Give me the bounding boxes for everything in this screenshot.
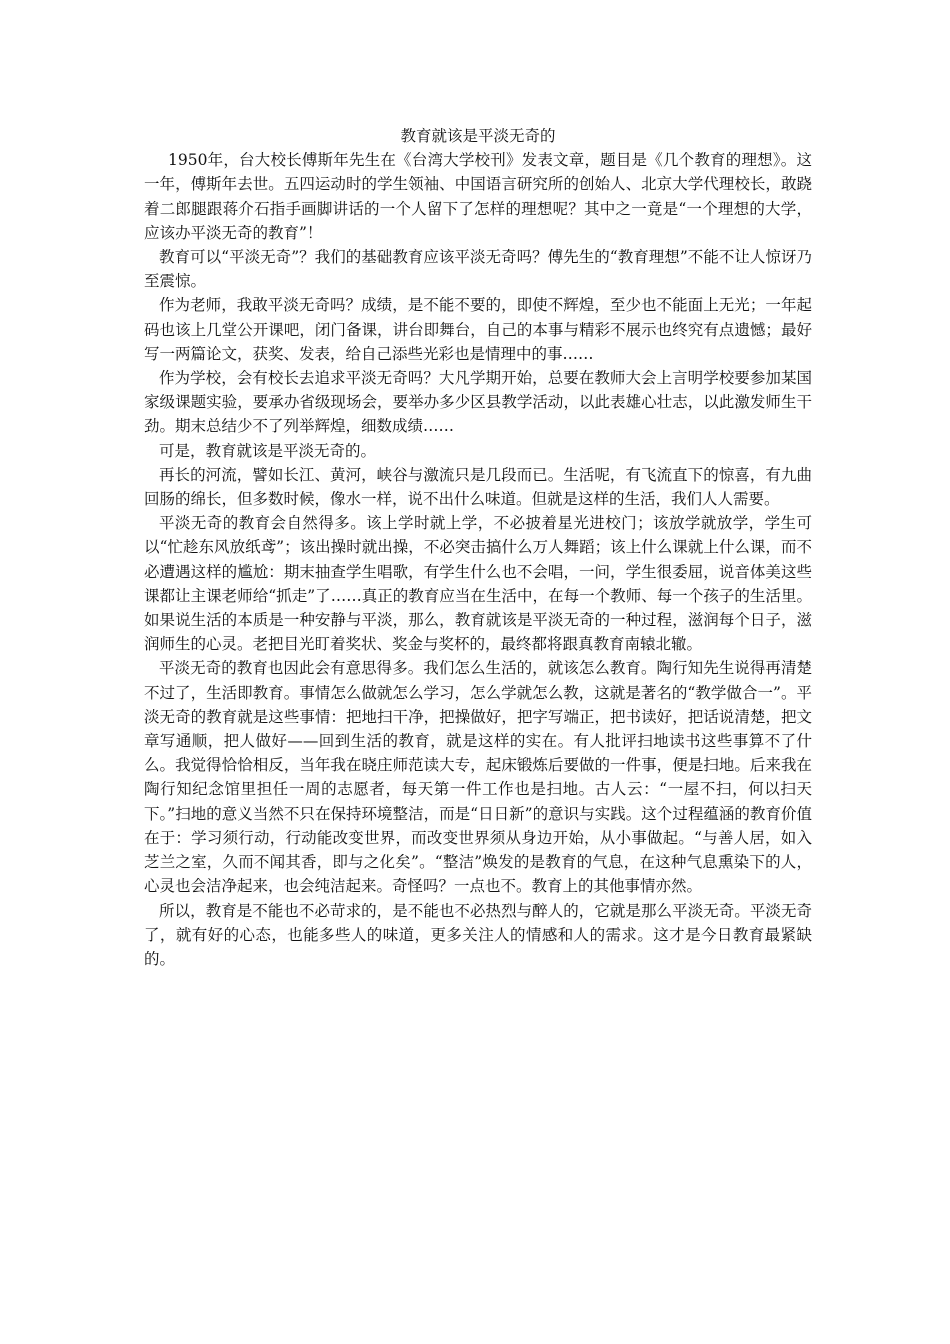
paragraph-6: 再长的河流，譬如长江、黄河，峡谷与激流只是几段而已。生活呢，有飞流直下的惊喜，有九曲回肠的绵长，但多数时候，像水一样，说不出什么味道。但就是这样的生活，我们人人需要。 (144, 465, 812, 509)
document-title: 教育就该是平淡无奇的 (400, 127, 556, 145)
paragraph-8: 平淡无奇的教育也因此会有意思得多。我们怎么生活的，就该怎么教育。陶行知先生说得再清楚不过了，生活即教育。事情怎么做就怎么学习，怎么学就怎么教，这就是著名的“教学做合一”。平淡无奇的教育就是这些事情：把地扫干净，把操做好，把字写端正，把书读好，把话说清楚，把文章写通顺，把人做好——回到生活的教育，就是这样的实在。有人批评扫地读书这些事算不了什么。我觉得恰恰相反，当年我在晓庄师范读大专，起床锻炼后要做的一件事，便是扫地。后来我在陶行知纪念馆里担任一周的志愿者，每天第一件工作也是扫地。古人云：“一屋不扫，何以扫天下。”扫地的意义当然不只在保持环境整洁，而是“日日新”的意识与实践。这个过程蕴涵的教育价值在于：学习须行动，行动能改变世界，而改变世界须从身边开始，从小事做起。“与善人居，如入芝兰之室，久而不闻其香，即与之化矣”。“整洁”焕发的是教育的气息，在这种气息熏染下的人，心灵也会洁净起来，也会纯洁起来。奇怪吗？一点也不。教育上的其他事情亦然。 (144, 659, 812, 896)
paragraph-3: 作为老师，我敢平淡无奇吗？成绩，是不能不要的，即使不辉煌，至少也不能面上无光；一年起码也该上几堂公开课吧，闭门备课，讲台即舞台，自己的本事与精彩不展示也终究有点遗憾；最好写一两篇论文，获奖、发表，给自己添些光彩也是情理中的事…… (144, 296, 812, 363)
paragraph-4: 作为学校，会有校长去追求平淡无奇吗？大凡学期开始，总要在教师大会上言明学校要参加某国家级课题实验，要承办省级现场会，要举办多少区县教学活动，以此表雄心壮志，以此激发师生干劲。期末总结少不了列举辉煌，细数成绩…… (144, 369, 812, 436)
paragraph-1: 1950年，台大校长傅斯年先生在《台湾大学校刊》发表文章，题目是《几个教育的理想》。这一年，傅斯年去世。五四运动时的学生领袖、中国语言研究所的创始人、北京大学代理校长，敢跷着二郎腿跟蒋介石指手画脚讲话的一个人留下了怎样的理想呢？其中之一竟是“一个理想的大学，应该办平淡无奇的教育”！ (144, 151, 812, 242)
paragraph-9: 所以，教育是不能也不必苛求的，是不能也不必热烈与醉人的，它就是那么平淡无奇。平淡无奇了，就有好的心态，也能多些人的味道，更多关注人的情感和人的需求。这才是今日教育最紧缺的。 (144, 901, 812, 968)
paragraph-5: 可是，教育就该是平淡无奇的。 (159, 441, 377, 460)
paragraph-7: 平淡无奇的教育会自然得多。该上学时就上学，不必披着星光进校门；该放学就放学，学生可以“忙趁东风放纸鸢”；该出操时就出操，不必突击搞什么万人舞蹈；该上什么课就上什么课，而不必遭遇这样的尴尬：期末抽查学生唱歌，有学生什么也不会唱，一问，学生很委屈，说音体美这些课都让主课老师给“抓走”了……真正的教育应当在生活中，在每一个教师、每一个孩子的生活里。如果说生活的本质是一种安静与平淡，那么，教育就该是平淡无奇的一种过程，滋润每个日子，滋润师生的心灵。老把目光盯着奖状、奖金与奖杯的，最终都将跟真教育南辕北辙。 (144, 514, 812, 654)
paragraph-2: 教育可以“平淡无奇”？我们的基础教育应该平淡无奇吗？傅先生的“教育理想”不能不让人惊讶乃至震惊。 (144, 248, 812, 291)
document-body (144, 124, 812, 971)
